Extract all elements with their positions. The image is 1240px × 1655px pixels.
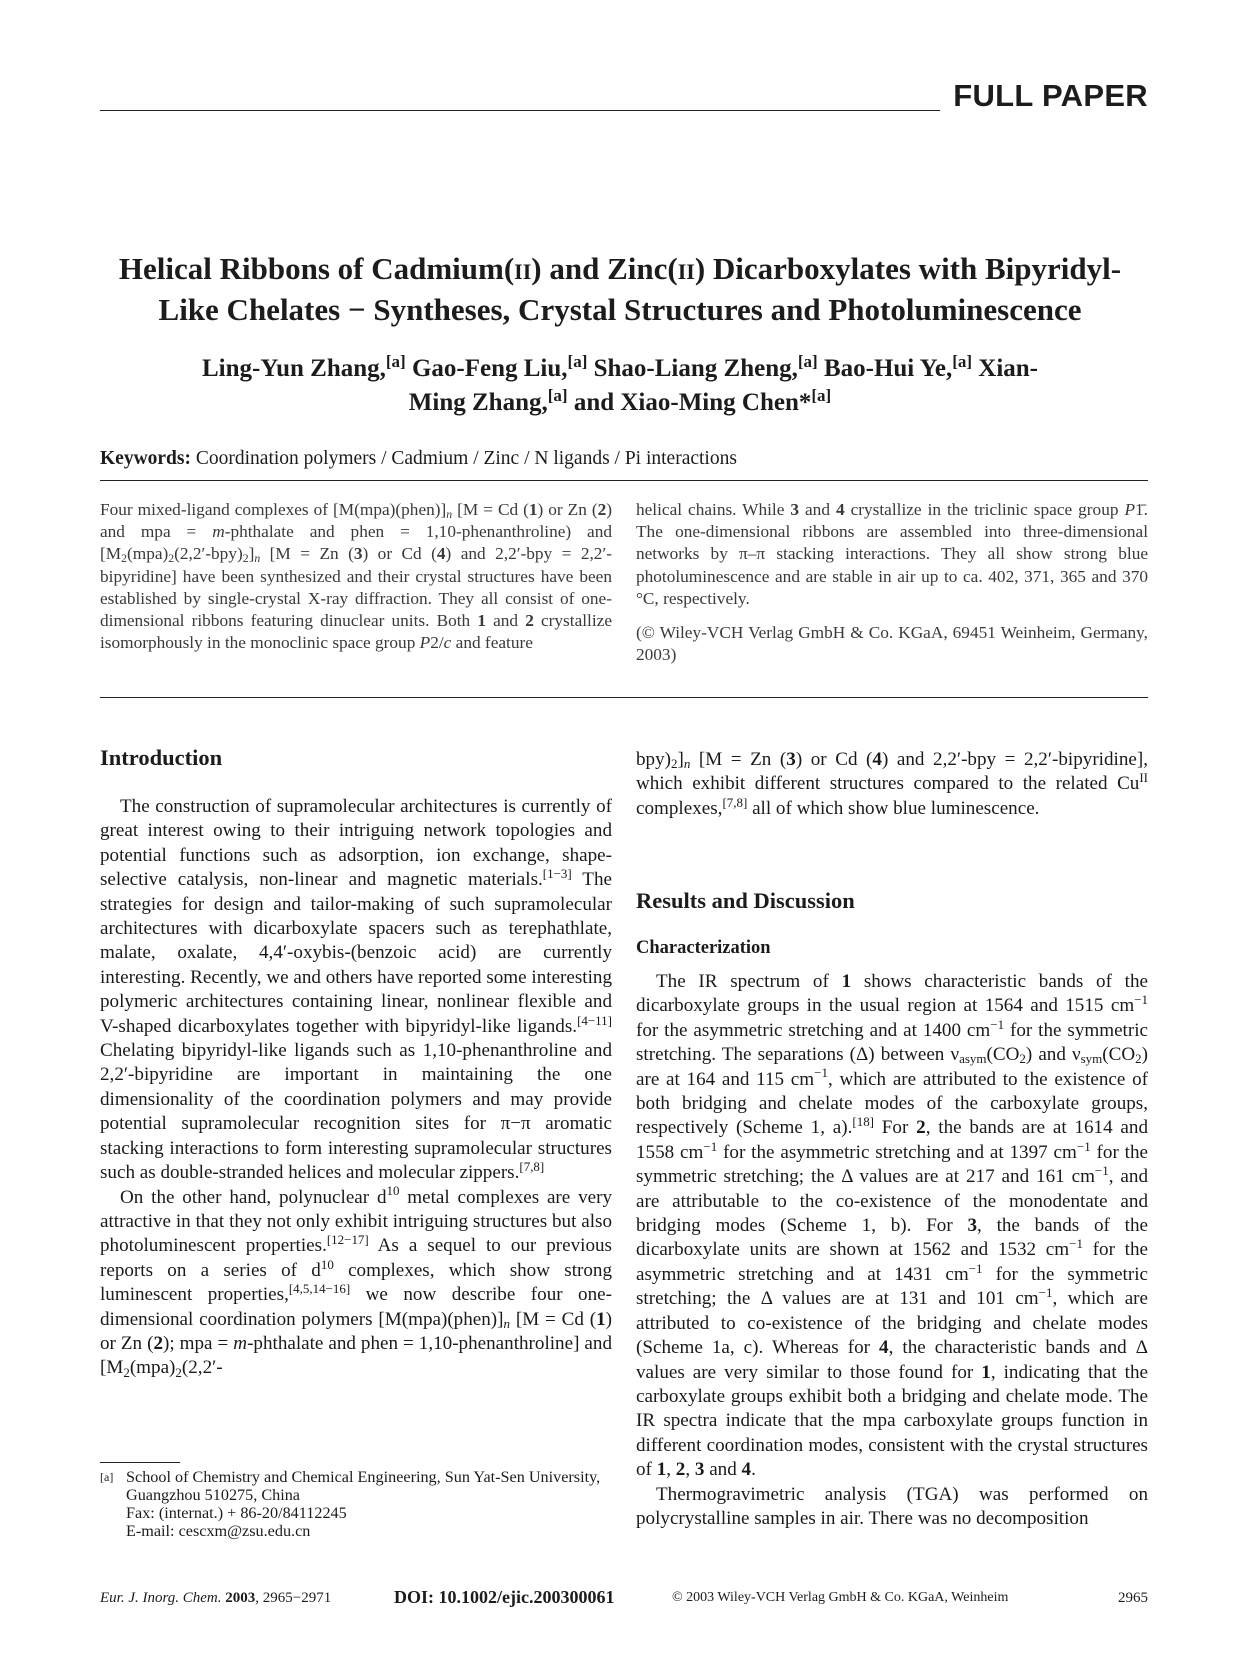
page-number: 2965 (1118, 1590, 1148, 1606)
footnote-line: School of Chemistry and Chemical Engineering, Sun Yat-Sen University, (126, 1468, 601, 1486)
footer-journal: Eur. J. Inorg. Chem. (100, 1590, 222, 1606)
abstract-left-column: Four mixed-ligand complexes of $[M(mpa)(phen)]_n$ [M = Cd (1) or Zn (2) and mpa = m-phthalate and phen = 1,10-phenanthroline) and $[M_2(mpa)_2(2,2'-bpy)_2]_n$ [M = Zn (3) or Cd (4) and 2,2′-bpy = 2,2′-bipyridine] have been synthesized and their crystal structures have been established by single-crystal X-ray diffraction. They all consist of one-dimensional ribbons featuring dinuclear units. Both 1 and 2 crystallize isomorphously in the monoclinic space group P2/c and feature (100, 500, 613, 653)
characterization-subheading: Characterization (636, 938, 771, 958)
footnote-line: Guangzhou 510275, China (126, 1486, 300, 1504)
results-heading: Results and Discussion (636, 888, 855, 913)
results-paragraph-2: Thermogravimetric analysis (TGA) was performed on polycrystalline samples in air. There was no decomposition (636, 1483, 1148, 1529)
footer-citation: Eur. J. Inorg. Chem. 2003, 2965−2971 (100, 1590, 332, 1606)
section-label: FULL PAPER (953, 78, 1148, 113)
footnote-rule (100, 1462, 180, 1463)
results-body: The IR spectrum of 1 shows characteristic bands of the dicarboxylate groups in the usual region at 1564 and 1515 $cm^{-1}$ for the asymmetric stretching and at 1400 $cm^{-1}$ for the symmetric stretching. The separations (Δ) between $\nu_{asym}(CO_2)$ and $\nu_{sym}(CO_2)$ are at 164 and 115 $cm^{-1}$, which are attributed to the existence of both bridging and chelate modes of the carboxylate groups, respectively (Scheme 1, a).[18] For 2, the bands are at 1614 and 1558 $cm^{-1}$ for the asymmetric stretching and at 1397 $cm^{-1}$ for the symmetric stretching; the Δ values are at 217 and 161 $cm^{-1}$, and are attributable to the co-existence of the monodentate and bridging modes (Scheme 1, b). For 3, the bands of the dicarboxylate units are shown at 1562 and 1532 $cm^{-1}$ for the asymmetric stretching and at 1431 $cm^{-1}$ for the symmetric stretching; the Δ values are at 131 and 101 $cm^{-1}$, which are attributed to co-existence of the bridging and chelate modes (Scheme 1a, c). Whereas for 4, the characteristic bands and Δ values are very similar to those found for 1, indicating that the carboxylate groups exhibit both a bridging and chelate mode. The IR spectra indicate that the mpa carboxylate groups function in different coordination modes, consistent with the crystal structures of 1, 2, 3 and 4. Thermogravimetric analysis (TGA) was performed on polycrystalline samples in air. There was no decomposition (636, 970, 1148, 1531)
introduction-heading: Introduction (100, 745, 223, 770)
abstract-copyright: (© Wiley-VCH Verlag GmbH & Co. KGaA, 69451 Weinheim, Germany, 2003) (636, 623, 1148, 665)
footnote-line: Fax: (internat.) + 86-20/84112245 (126, 1504, 347, 1522)
footnote-line: E-mail: cescxm@zsu.edu.cn (126, 1522, 311, 1540)
header-rule (100, 110, 940, 111)
author-list: Ling-Yun Zhang,[a] Gao-Feng Liu,[a] Shao-Liang Zheng,[a] Bao-Hui Ye,[a] Xian- Ming Zhang,[a] and Xiao-Ming Chen*[a] (201, 351, 1039, 416)
introduction-continued: $bpy)_2]_n$ [M = Zn (3) or Cd (4) and 2,2′-bpy = 2,2′-bipyridine], which exhibit different structures compared to the related $Cu^{II}$ complexes,[7,8] all of which show blue luminescence. (636, 749, 1148, 819)
abstract-rule (100, 697, 1148, 698)
footer-pages: 2965−2971 (262, 1590, 332, 1606)
footer-doi: DOI: 10.1002/ejic.200300061 (394, 1587, 615, 1607)
keywords-text: Coordination polymers / Cadmium / Zinc / N ligands / Pi interactions (195, 448, 737, 469)
footnote-mark: [a] (100, 1470, 114, 1484)
introduction-body: The construction of supramolecular architectures is currently of great interest owing to their intriguing network topologies and potential functions such as adsorption, ion exchange, shape-selective catalysis, non-linear and magnetic materials.[1−3] The strategies for design and tailor-making of such supramolecular architectures with dicarboxylate spacers such as terephathlate, malate, oxalate, 4,4′-oxybis-(benzoic acid) are currently interesting. Recently, we and others have reported some interesting polymeric architectures containing linear, nonlinear flexible and V-shaped dicarboxylates together with bipyridyl-like ligands.[4−11] Chelating bipyridyl-like ligands such as 1,10-phenanthroline and 2,2′-bipyridine are important in maintaining the one dimensionality of the coordination polymers and may provide potential supramolecular recognition sites for π−π aromatic stacking interactions to form interesting supramolecular structures such as double-stranded helices and molecular zippers.[7,8] On the other hand, polynuclear $d^{10}$ metal complexes are very attractive in that they not only exhibit intriguing structures but also photoluminescent properties.[12−17] As a sequel to our previous reports on a series of $d^{10}$ complexes, which show strong luminescent properties,[4,5,14−16] we now describe four one-dimensional coordination polymers $[M(mpa)(phen)]_n$ [M = Cd (1) or Zn (2); mpa = m-phthalate and phen = 1,10-phenanthroline] and [$M_2(mpa)_2(2,2'-$ (100, 796, 613, 1380)
keywords (100, 448, 1148, 470)
affiliation-footnote (100, 1468, 612, 1540)
footer-year: 2003 (225, 1590, 256, 1606)
keywords-label: Keywords: (100, 448, 191, 469)
footer-copyright: © 2003 Wiley-VCH Verlag GmbH & Co. KGaA, Weinheim (672, 1590, 1009, 1605)
abstract-right-column: helical chains. While 3 and 4 crystallize in the triclinic space group P1̄. The one-dimensional ribbons are assembled into three-dimensional networks by π–π stacking interactions. They all show strong blue photoluminescence and are stable in air up to ca. 402, 371, 365 and 370 °C, respectively. (© Wiley-VCH Verlag GmbH & Co. KGaA, 69451 Weinheim, Germany, 2003) (636, 499, 1148, 666)
paper-title: Helical Ribbons of Cadmium(ii) and Zinc(ii) Dicarboxylates with Bipyridyl- Like Chelates − Syntheses, Crystal Structures and Photoluminescence (118, 251, 1122, 327)
keywords-rule (100, 480, 1148, 481)
